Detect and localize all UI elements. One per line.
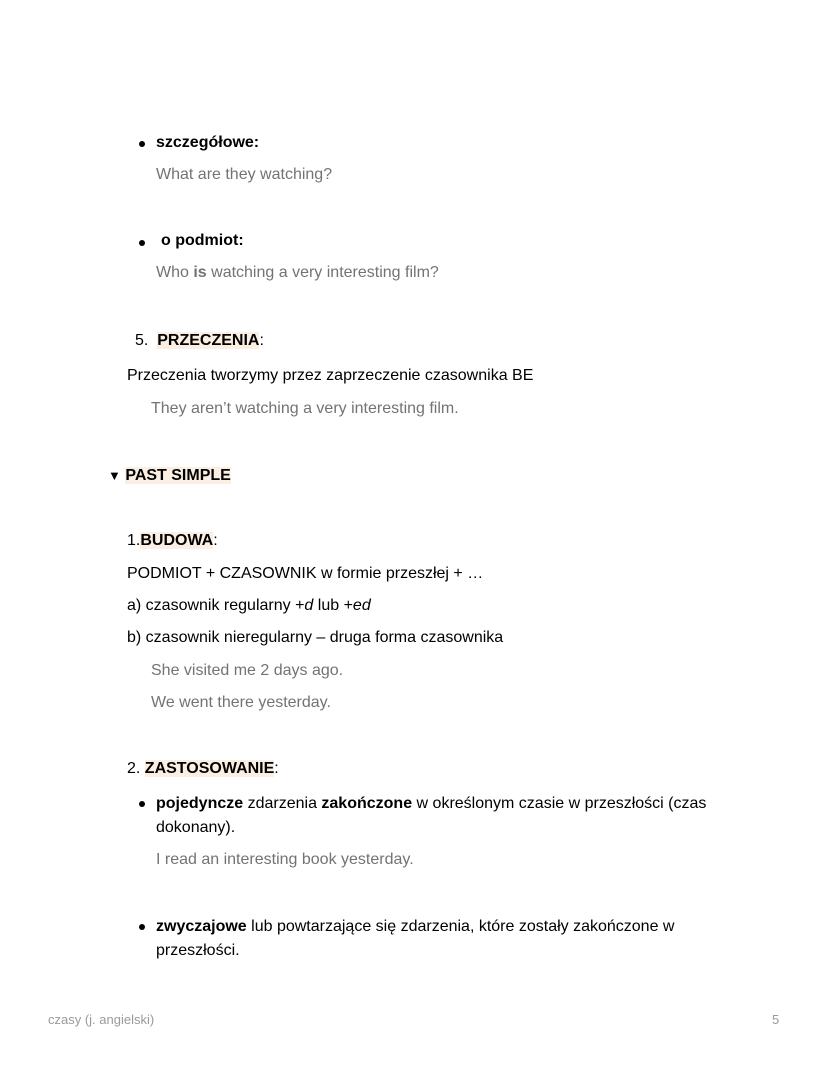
bullet: [139, 801, 145, 807]
zastosowanie-heading: 2. ZASTOSOWANIE:: [127, 760, 279, 777]
budowa-example-1: She visited me 2 days ago.: [151, 662, 344, 679]
budowa-heading: 1.BUDOWA:: [127, 532, 218, 549]
qa-subject-label: o podmiot:: [161, 232, 244, 249]
budowa-regular: a) czasownik regularny +d lub +ed: [127, 597, 371, 614]
bullet: [139, 924, 145, 930]
past-simple-toggle[interactable]: [108, 467, 231, 485]
budowa-irregular: b) czasownik nieregularny – druga forma czasownika: [127, 629, 504, 646]
bullet: [139, 141, 145, 147]
bullet: [139, 240, 145, 246]
qa-detailed-label: szczegółowe:: [156, 134, 260, 151]
negation-text: Przeczenia tworzymy przez zaprzeczenie czasownika BE: [127, 367, 534, 384]
triangle-down-icon: ▼: [108, 468, 121, 483]
usage-item-1-example: I read an interesting book yesterday.: [156, 851, 414, 868]
qa-subject-example: Who is watching a very interesting film?: [156, 264, 439, 281]
usage-item-2: zwyczajowe lub powtarzające się zdarzenia, które zostały zakończone w przeszłości.: [156, 918, 675, 959]
budowa-example-2: We went there yesterday.: [151, 694, 331, 711]
negation-heading: 5. PRZECZENIA:: [135, 332, 264, 349]
negation-example: They aren’t watching a very interesting film.: [151, 400, 459, 417]
qa-detailed-example: What are they watching?: [156, 166, 333, 183]
past-simple-title: PAST SIMPLE: [125, 467, 231, 484]
budowa-formula: PODMIOT + CZASOWNIK w formie przeszłej + …: [127, 565, 484, 582]
page-number: 5: [772, 1012, 780, 1027]
usage-item-1: pojedyncze zdarzenia zakończone w określonym czasie w przeszłości (czas dokonany).: [156, 795, 707, 836]
footer-title: czasy (j. angielski): [48, 1012, 155, 1027]
